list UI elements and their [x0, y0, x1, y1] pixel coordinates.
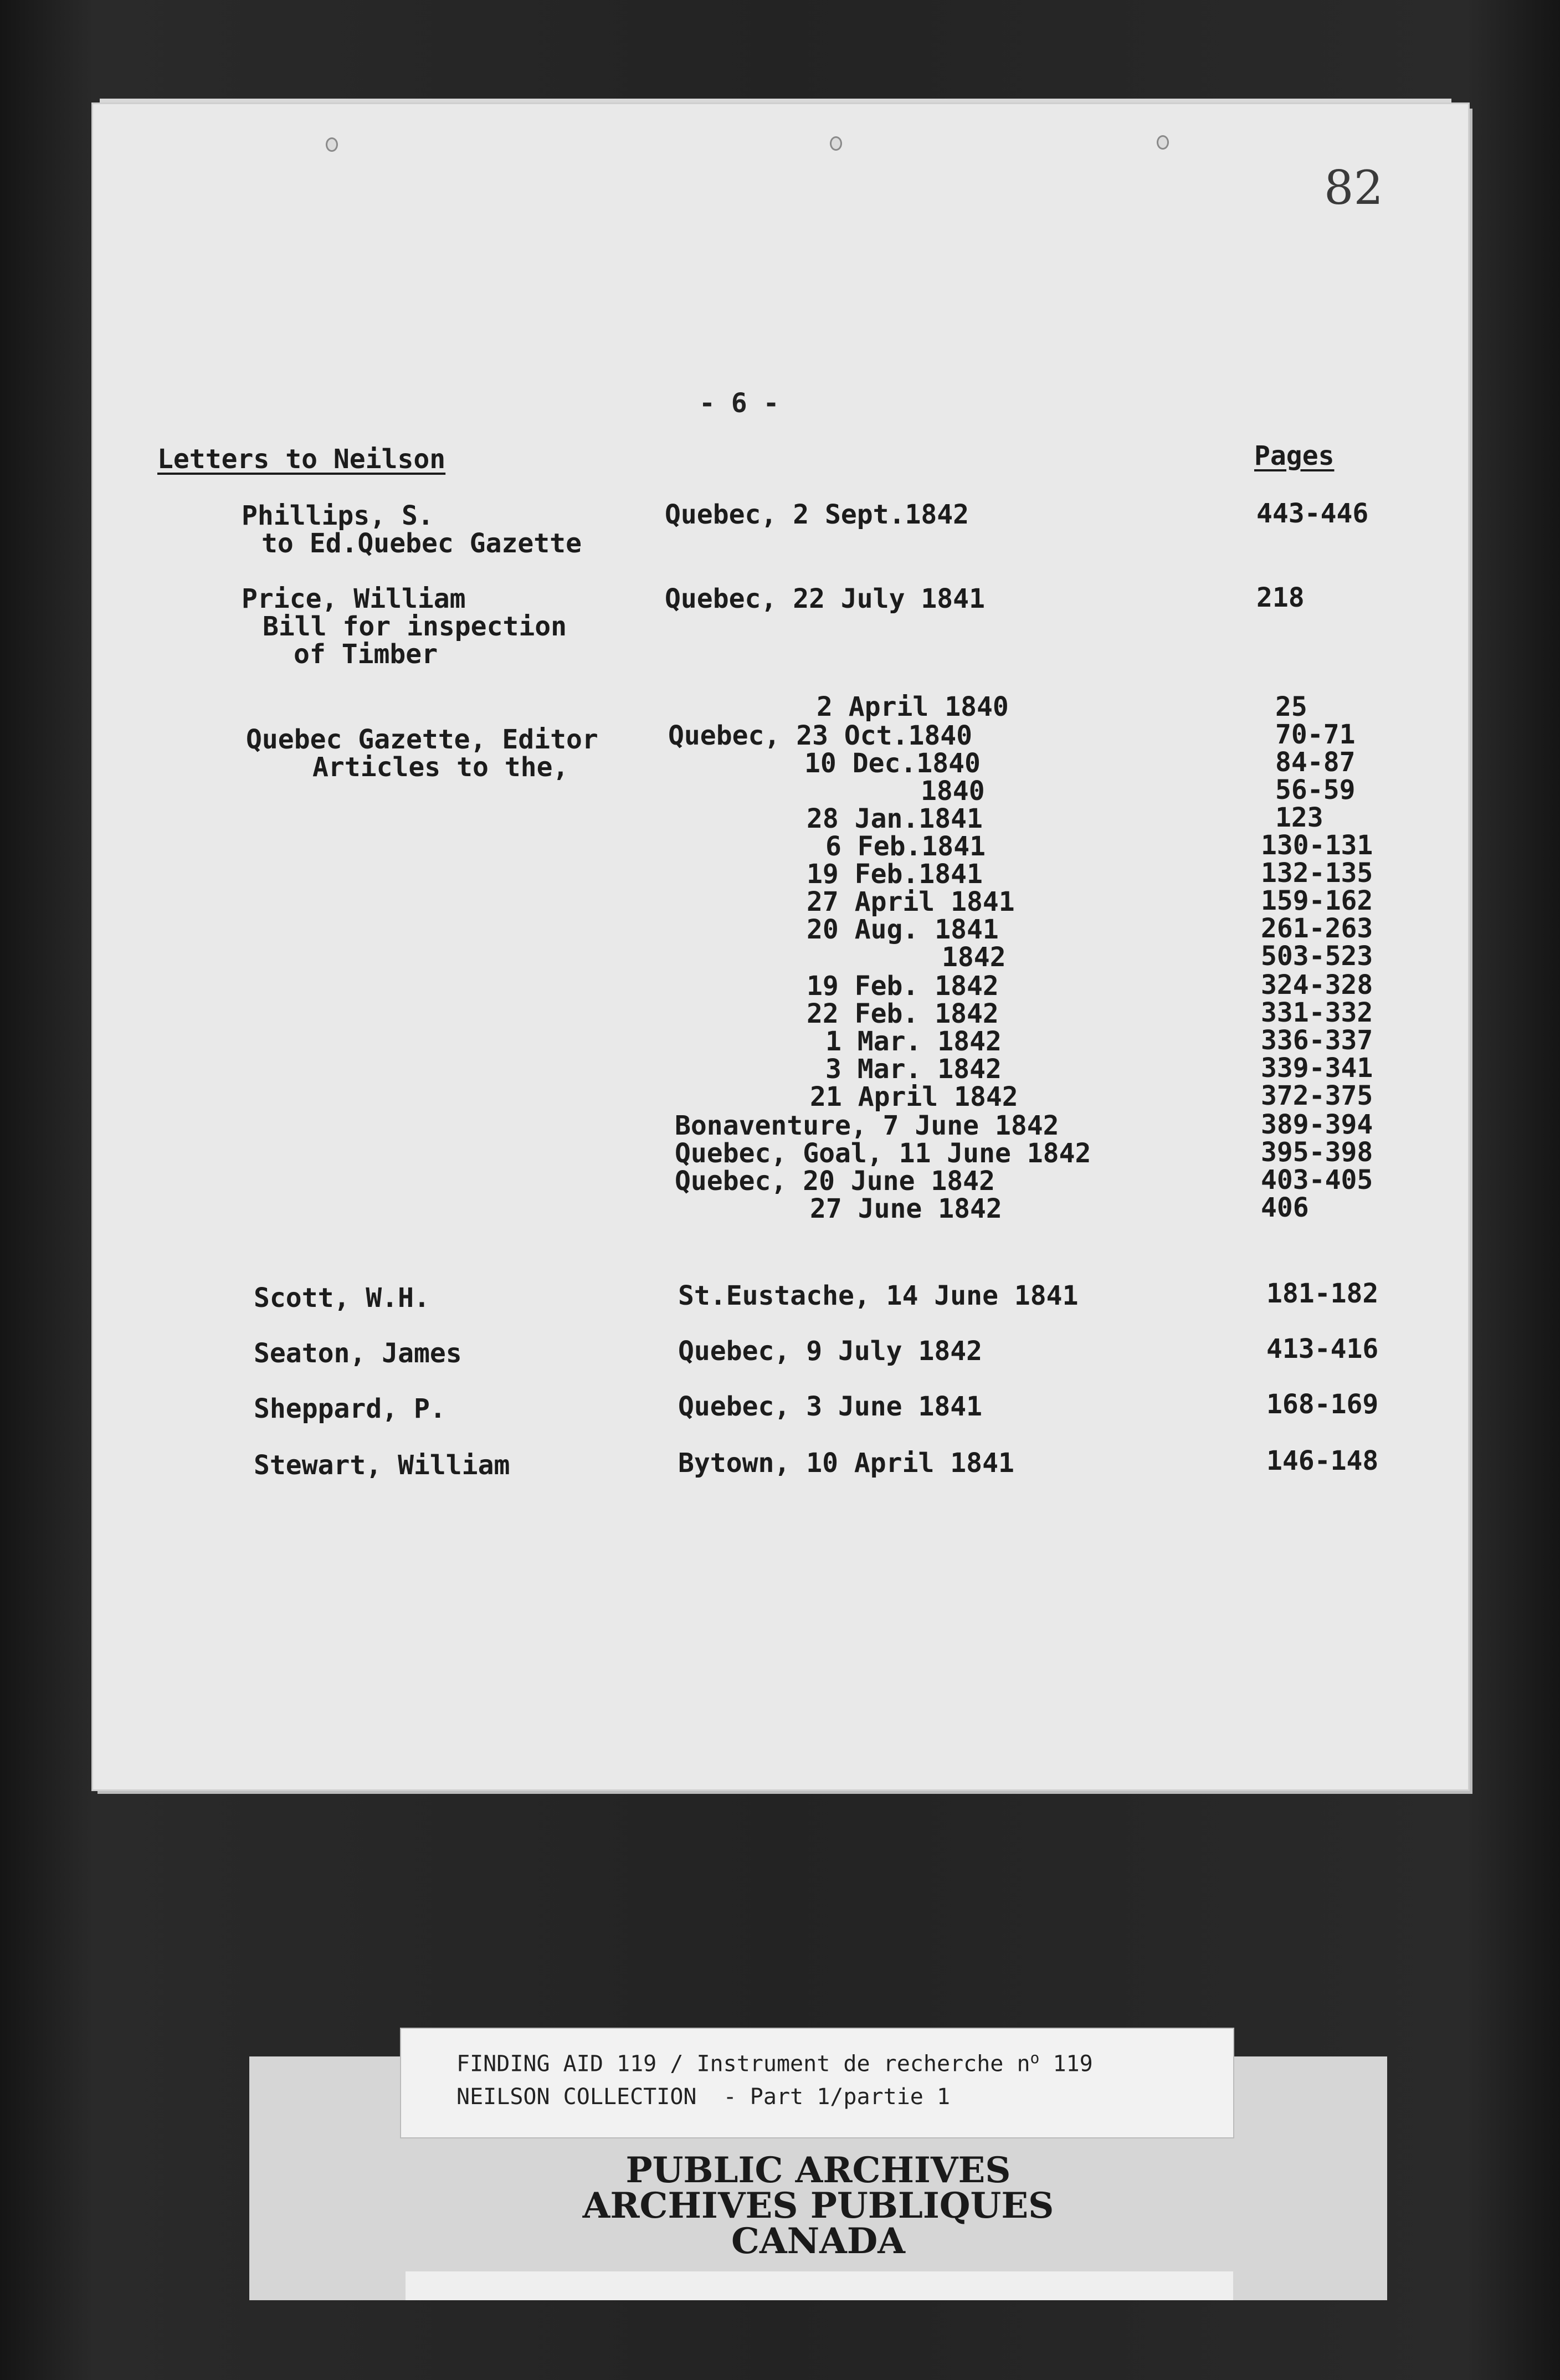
gazette-row-date: 22 Feb. 1842: [807, 998, 999, 1029]
label-bottom-strip: [406, 2271, 1233, 2300]
entry-name: Sheppard, P.: [254, 1393, 446, 1424]
gazette-row-pages: 324-328: [1261, 970, 1373, 1001]
gazette-row-date: 27 June 1842: [810, 1193, 1002, 1224]
gazette-row-pages: 395-398: [1261, 1137, 1373, 1168]
gazette-row-pages: 389-394: [1261, 1109, 1373, 1140]
gazette-row-date: Quebec, Goal, 11 June 1842: [675, 1138, 1091, 1169]
punch-hole-right: [1157, 135, 1169, 150]
entry-pages: 168-169: [1266, 1389, 1379, 1420]
stamp-line-3: CANADA: [731, 2220, 905, 2262]
entry-name: Phillips, S.: [242, 500, 434, 531]
entry-name: Scott, W.H.: [254, 1283, 430, 1314]
entry-date: Bytown, 10 April 1841: [678, 1448, 1014, 1479]
punch-hole-left: [326, 137, 338, 152]
gazette-row-date: Bonaventure, 7 June 1842: [675, 1110, 1059, 1141]
gazette-row-pages: 403-405: [1261, 1165, 1373, 1196]
gazette-row-date: Quebec, 20 June 1842: [675, 1166, 995, 1197]
entry-pages: 146-148: [1266, 1445, 1379, 1476]
entry-date: St.Eustache, 14 June 1841: [678, 1280, 1079, 1311]
gazette-row-date: 10 Dec.1840: [804, 748, 981, 779]
gazette-row-pages: 503-523: [1261, 941, 1373, 972]
finding-aid-label: [400, 2028, 1234, 2138]
gazette-row-date: 6 Feb.1841: [825, 831, 986, 862]
entry-date: Quebec, 2 Sept.1842: [665, 499, 969, 530]
entry-pages: 181-182: [1266, 1278, 1379, 1309]
entry-sub: of Timber: [294, 639, 438, 670]
gazette-row-date: 19 Feb. 1842: [807, 971, 999, 1002]
stamp-line-2: ARCHIVES PUBLIQUES: [582, 2185, 1054, 2227]
gazette-row-pages: 123: [1275, 802, 1323, 833]
gazette-row-date: 2 April 1840: [817, 691, 1009, 722]
gazette-row-date: 28 Jan.1841: [807, 803, 983, 834]
gazette-row-pages: 406: [1261, 1192, 1309, 1223]
punch-hole-center: [830, 136, 842, 151]
entry-date: Quebec, 22 July 1841: [665, 583, 985, 614]
gazette-row-date: 1842: [942, 942, 1006, 973]
gazette-row-pages: 70-71: [1275, 719, 1356, 750]
gazette-row-pages: 130-131: [1261, 830, 1373, 861]
gazette-name: Quebec Gazette, Editor: [246, 724, 598, 755]
gazette-row-date: 20 Aug. 1841: [807, 914, 999, 945]
heading-pages: Pages: [1254, 440, 1335, 471]
gazette-row-pages: 339-341: [1261, 1053, 1373, 1084]
gazette-row-date: 21 April 1842: [810, 1081, 1018, 1112]
entry-pages: 218: [1256, 582, 1305, 613]
gazette-row-pages: 336-337: [1261, 1025, 1373, 1056]
heading-letters: Letters to Neilson: [157, 444, 446, 475]
entry-sub: Bill for inspection: [263, 611, 567, 642]
gazette-row-pages: 372-375: [1261, 1080, 1373, 1111]
stamp-line-1: PUBLIC ARCHIVES: [625, 2150, 1011, 2191]
gazette-row-date: 19 Feb.1841: [807, 859, 983, 890]
gazette-row-pages: 132-135: [1261, 858, 1373, 889]
folio-number: 82: [1324, 161, 1383, 215]
entry-date: Quebec, 9 July 1842: [678, 1336, 983, 1367]
finding-aid-line-1: FINDING AID 119 / Instrument de recherche $n^o$ 119: [456, 2049, 1093, 2077]
gazette-row-date: 1 Mar. 1842: [825, 1026, 1002, 1057]
gazette-row-pages: 159-162: [1261, 885, 1373, 916]
gazette-row-date: 27 April 1841: [807, 886, 1015, 917]
gazette-row-pages: 331-332: [1261, 997, 1373, 1028]
gazette-row-date: Quebec, 23 Oct.1840: [668, 720, 973, 751]
finding-aid-line-2: NEILSON COLLECTION - Part 1/partie 1: [456, 2084, 951, 2110]
gazette-row-pages: 56-59: [1275, 774, 1356, 806]
gazette-row-pages: 261-263: [1261, 913, 1373, 944]
page-number: - 6 -: [699, 388, 779, 419]
entry-name: Stewart, William: [254, 1450, 510, 1481]
gazette-row-date: 3 Mar. 1842: [825, 1054, 1002, 1085]
entry-name: Price, William: [242, 583, 466, 614]
entry-pages: 443-446: [1256, 498, 1369, 529]
entry-date: Quebec, 3 June 1841: [678, 1391, 983, 1422]
entry-sub: to Ed.Quebec Gazette: [261, 528, 582, 559]
gazette-row-pages: 84-87: [1275, 747, 1356, 778]
entry-pages: 413-416: [1266, 1333, 1379, 1365]
entry-name: Seaton, James: [254, 1338, 462, 1369]
gazette-row-pages: 25: [1275, 691, 1307, 722]
gazette-sub: Articles to the,: [312, 752, 569, 783]
gazette-row-date: 1840: [921, 776, 985, 807]
